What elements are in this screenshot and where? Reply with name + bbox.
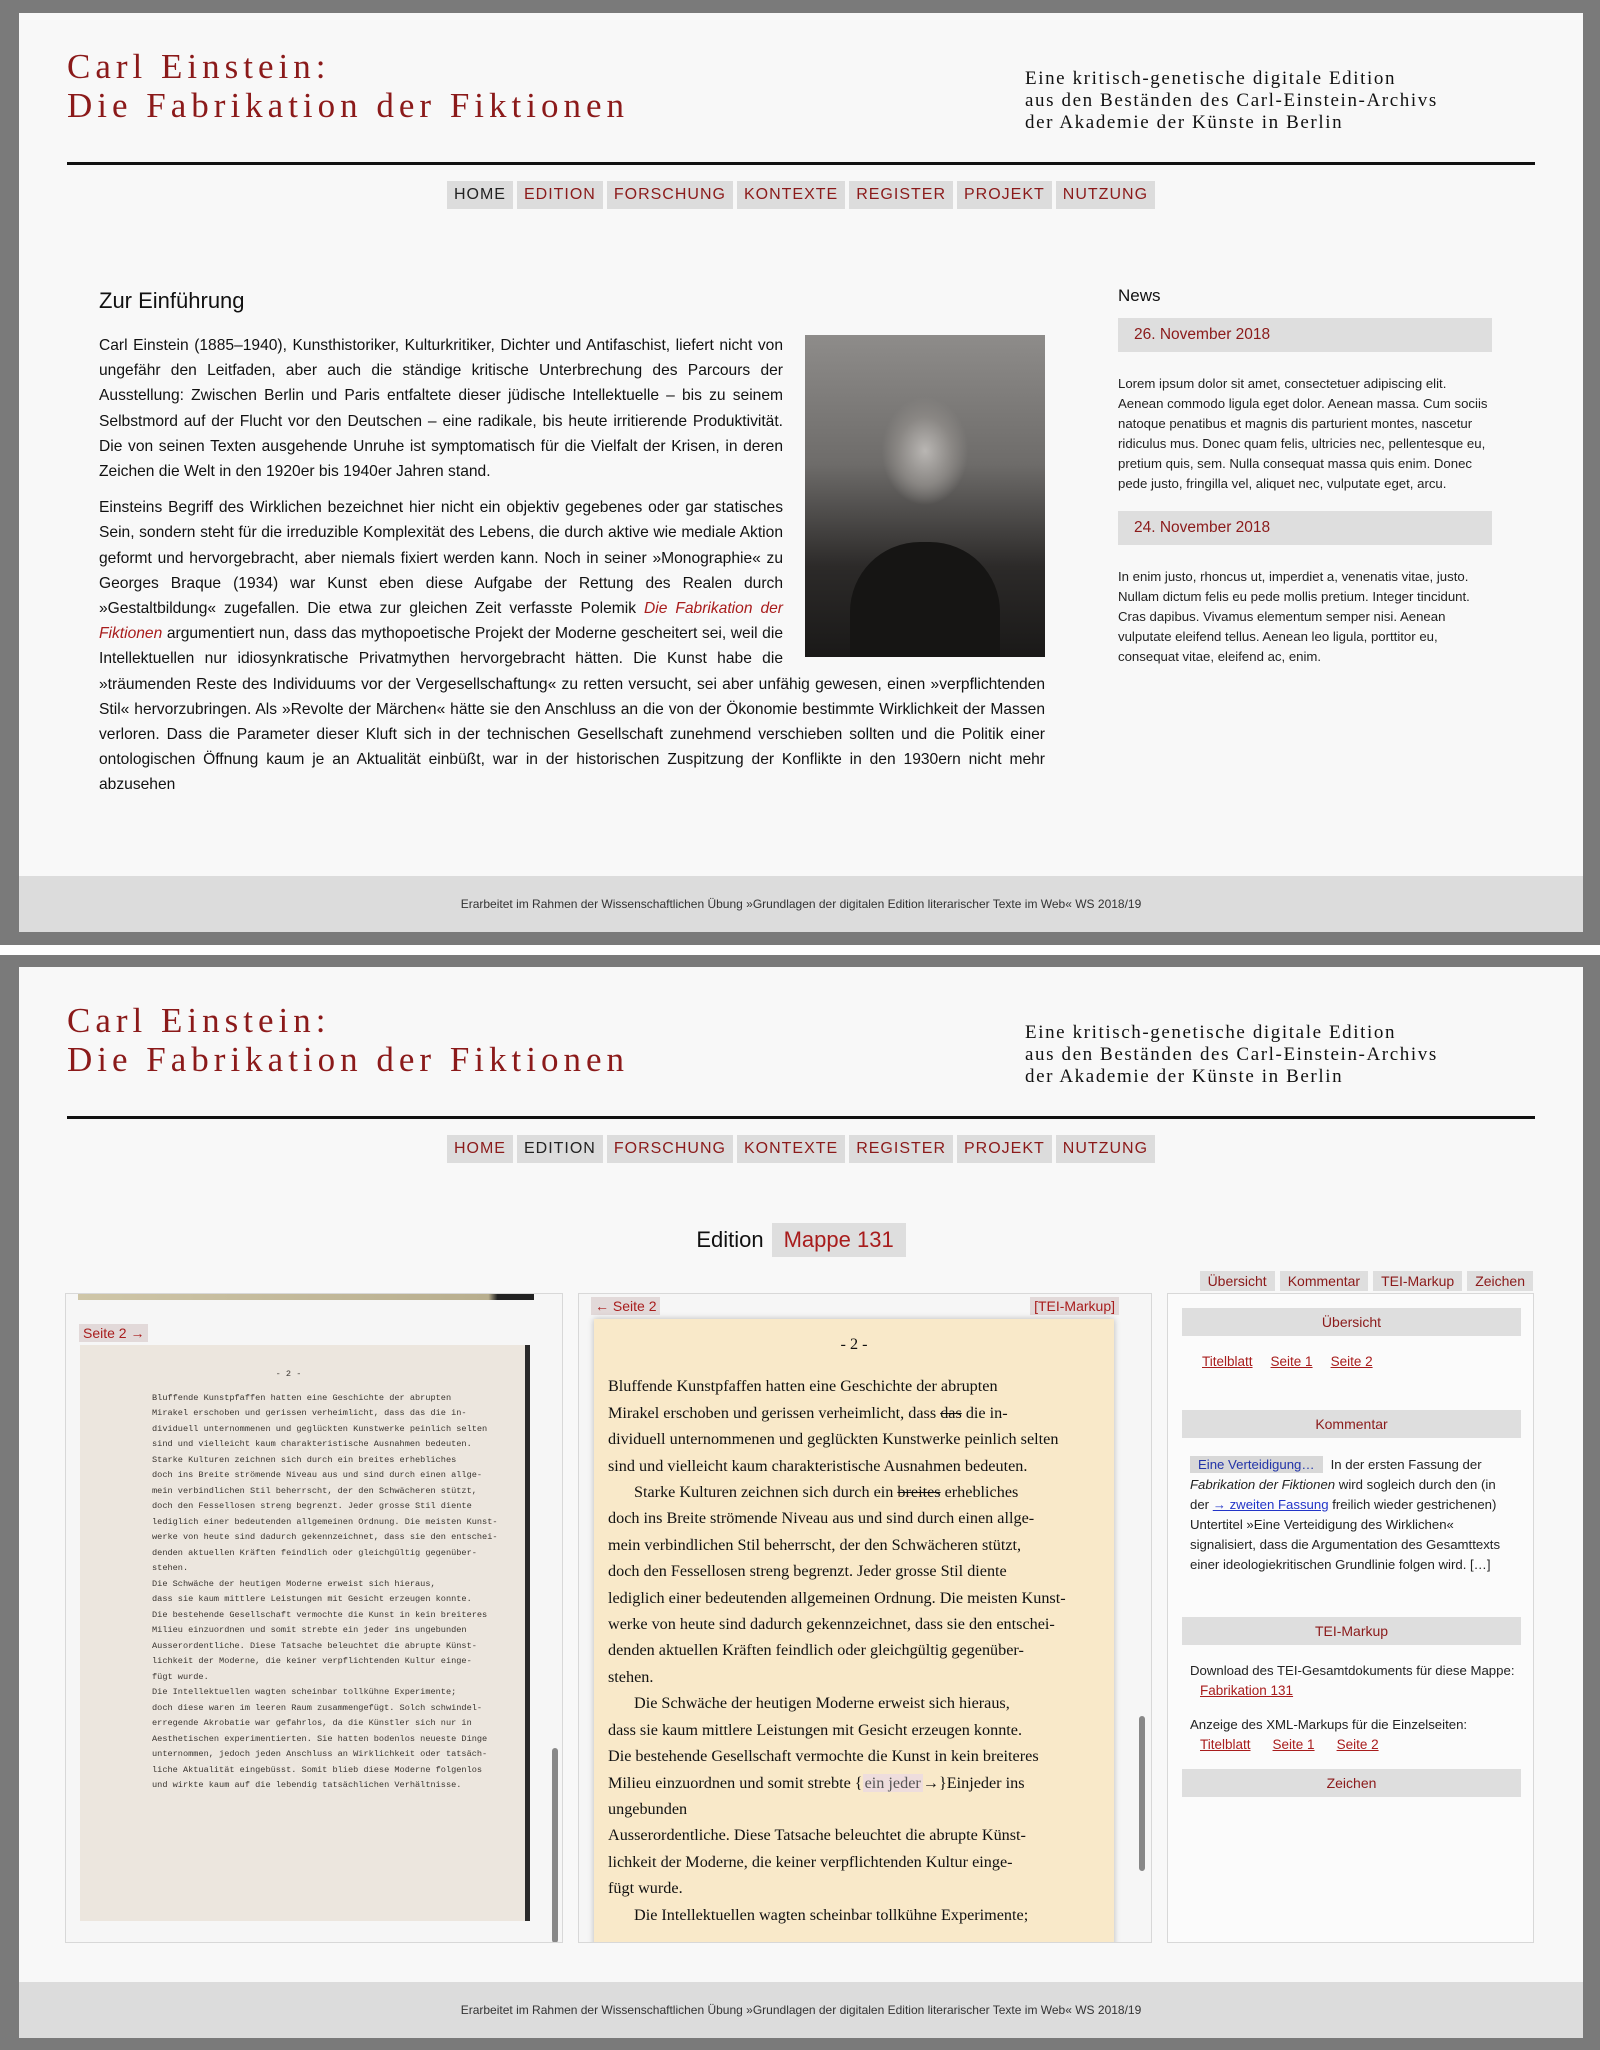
scan-line: Ausserordentliche. Diese Tatsache beleuchtet die abrupte Künst- [152, 1640, 477, 1651]
edition-title [19, 1223, 1583, 1257]
tab-zeichen[interactable]: Zeichen [1467, 1271, 1533, 1291]
facsimile-panel [65, 1293, 563, 1943]
link-seite-2[interactable]: Seite 2 [1330, 1354, 1373, 1369]
tab-tei-markup[interactable]: TEI-Markup [1373, 1271, 1462, 1291]
scan-line: dividuell unternommenen und geglückten Kunstwerke peinlich selten [152, 1423, 488, 1434]
tab-kommentar[interactable]: Kommentar [1280, 1271, 1368, 1291]
scan-line: doch den Fessellosen streng begrenzt. Jeder grosse Stil diente [152, 1501, 472, 1511]
tei-heading: TEI-Markup [1182, 1617, 1521, 1645]
text-tei-markup-link[interactable]: [TEI-Markup] [1030, 1297, 1119, 1315]
tr-line: dividuell unternommenen und geglückten Kunstwerke peinlich selten [608, 1430, 1059, 1449]
news-text-2: In enim justo, rhoncus ut, imperdiet a, venenatis vitae, justo. Nullam dictum felis eu pede mollis pretium. Integer tincidunt. Cras dapibus. Vivamus elementum semper nisi. Aenean vulputate eleifend tellus. Aenean leo ligula, porttitor eu, consequat vitae, eleifend ac, enim. [1118, 569, 1470, 664]
tr-line: Bluffende Kunstpfaffen hatten eine Geschichte der abrupten [608, 1377, 998, 1396]
transcription-scrollbar[interactable] [1139, 1716, 1145, 1871]
carl-einstein-portrait [805, 335, 1045, 657]
tab-uebersicht[interactable]: Übersicht [1200, 1271, 1275, 1291]
site-header [67, 47, 1535, 165]
signs-heading[interactable]: Zeichen [1182, 1769, 1521, 1797]
screenshot-edition [0, 955, 1600, 2050]
screenshot-home [0, 0, 1600, 945]
scan-line: werke von heute sind dadurch gekennzeichnet, dass sie den entschei- [152, 1532, 498, 1542]
nav-register[interactable]: REGISTER [849, 1135, 953, 1163]
tei-section [1168, 1645, 1533, 1755]
site-title-line2: Die Fabrikation der Fiktionen [67, 1040, 630, 1079]
tr-line: werke von heute sind dadurch gekennzeichnet, dass sie den entschei- [608, 1615, 1055, 1634]
edition-page [19, 967, 1583, 2038]
site-subtitle [1025, 1022, 1438, 1088]
previous-scan-edge [78, 1294, 534, 1300]
scan-line: lediglich einer bedeutenden allgemeinen Ordnung. Die meisten Kunst- [152, 1516, 498, 1527]
intro-heading: Zur Einführung [99, 288, 245, 313]
site-title-line2: Die Fabrikation der Fiktionen [67, 86, 630, 125]
tr-line: dass sie kaum mittlere Leistungen mit Gesicht erzeugen konnte. [608, 1720, 1023, 1739]
nav-edition[interactable]: EDITION [517, 1135, 603, 1163]
subtitle-line2: aus den Beständen des Carl-Einstein-Archivs [1025, 90, 1438, 111]
tr-line: Die bestehende Gesellschaft vermochte die Kunst in kein breiteres [608, 1747, 1039, 1766]
comment-text: wird sogleich durch den (in der [1190, 1477, 1496, 1512]
news-sidebar [1118, 286, 1492, 684]
tr-variant[interactable]: ein jeder [864, 1773, 921, 1792]
tr-line: stehen. [608, 1667, 654, 1686]
scan-line: stehen. [152, 1563, 189, 1573]
edition-label: Edition [696, 1227, 764, 1252]
comment-crossref-link[interactable]: → zweiten Fassung [1212, 1497, 1329, 1512]
mappe-badge: Mappe 131 [772, 1223, 906, 1257]
overview-heading: Übersicht [1182, 1308, 1521, 1336]
main-nav [19, 181, 1583, 209]
nav-kontexte[interactable]: KONTEXTE [737, 1135, 845, 1163]
subtitle-line1: Eine kritisch-genetische digitale Edition [1025, 68, 1397, 89]
tei-xml-links [1190, 1735, 1517, 1755]
site-header [67, 1001, 1535, 1119]
scan-line: erregende Akrobatie war gefahrlos, da die Künstler sich nur in [152, 1718, 472, 1728]
link-seite-1[interactable]: Seite 1 [1270, 1354, 1313, 1369]
scan-line: Aesthetischen experimentierten. Sie hatten bodenlos neueste Dinge [152, 1733, 488, 1744]
text-prev-page-link[interactable]: ← Seite 2 [591, 1297, 660, 1315]
subtitle-line2: aus den Beständen des Carl-Einstein-Archivs [1025, 1044, 1438, 1065]
site-title-line1: Carl Einstein: [67, 47, 331, 86]
comment-text: freilich wieder gestrichenen) Untertitel »Eine Verteidigung des Wirklichen« signalisiert, dass die Argumentation des Gesamttexts einer ideologiekritischen Grundlinie folgen wird. […] [1190, 1497, 1501, 1572]
scan-line: unternommen, jedoch jeden Anschluss an Wirklichkeit oder tatsäch- [152, 1749, 488, 1759]
tr-line: doch den Fessellosen streng begrenzt. Jeder grosse Stil diente [608, 1562, 1007, 1581]
scan-line: Die Schwäche der heutigen Moderne erweist sich hieraus, [152, 1578, 436, 1589]
subtitle-line3: der Akademie der Künste in Berlin [1025, 1066, 1344, 1087]
nav-forschung[interactable]: FORSCHUNG [607, 1135, 733, 1163]
nav-nutzung[interactable]: NUTZUNG [1056, 1135, 1155, 1163]
tr-text: erhebliches [940, 1483, 1019, 1502]
nav-register[interactable]: REGISTER [849, 181, 953, 209]
tei-xml-text: Anzeige des XML-Markups für die Einzelseiten: [1190, 1717, 1468, 1732]
main-nav [19, 1135, 1583, 1163]
xml-link-titelblatt[interactable]: Titelblatt [1200, 1737, 1251, 1752]
scan-line: mein verbindlichen Stil beherrscht, der den Schwächeren stützt, [152, 1485, 477, 1496]
news-date-2: 24. November 2018 [1118, 511, 1492, 545]
tr-line: fügt wurde. [608, 1879, 683, 1898]
tr-page-number: - 2 - [840, 1335, 868, 1353]
xml-link-seite-2[interactable]: Seite 2 [1336, 1737, 1379, 1752]
nav-kontexte[interactable]: KONTEXTE [737, 181, 845, 209]
overview-page-links [1168, 1336, 1533, 1396]
tr-text: Starke Kulturen zeichnen sich durch ein [634, 1483, 898, 1502]
site-title-line1: Carl Einstein: [67, 1001, 331, 1040]
tr-text: Milieu einzuordnen und somit strebte { [608, 1773, 863, 1792]
tr-text: →}Einjeder ins [922, 1773, 1025, 1792]
scan-line: liche Aktualität eingebüsst. Somit blieb diese Moderne folgenlos [152, 1764, 483, 1775]
tr-line: doch ins Breite strömende Niveau aus und sind durch einen allge- [608, 1509, 1035, 1528]
xml-link-seite-1[interactable]: Seite 1 [1272, 1737, 1315, 1752]
intro-p2-part1: Einsteins Begriff des Wirklichen bezeichnet hier nicht ein objektiv gegebenes oder gar statisches Sein, sondern steht für die irreduzible Komplexität des Lebens, die durch aktive wie mediale Aktion geformt und hervorgebracht, aber niemals fixiert werden kann. Noch in seiner »Monographie« zu Georges Braque (1934) war Kunst eben diese Aufgabe der Rettung des Realen durch »Gestaltbildung« zugefallen. Die etwa zur gleichen Zeit verfasste Polemik [99, 499, 783, 618]
scan-line: lichkeit der Moderne, die keiner verpflichtenden Kultur einge- [152, 1656, 472, 1666]
comment-entry [1168, 1438, 1533, 1603]
tei-download-text: Download des TEI-Gesamtdokuments für diese Mappe: [1190, 1663, 1515, 1678]
tr-line: denden aktuellen Kräften feindlich oder gleichgültig gegenüber- [608, 1641, 1024, 1660]
scan-line: fügt wurde. [152, 1671, 209, 1682]
scan-line: Die bestehende Gesellschaft vermochte die Kunst in kein breiteres [152, 1609, 488, 1620]
tr-line [608, 1770, 1100, 1796]
link-titelblatt[interactable]: Titelblatt [1202, 1354, 1253, 1369]
comment-lemma-button[interactable]: Eine Verteidigung… [1190, 1456, 1323, 1473]
facsimile-scan [80, 1345, 530, 1921]
site-subtitle [1025, 68, 1438, 134]
tr-line: sind und vielleicht kaum charakteristische Ausnahmen bedeuten. [608, 1456, 1028, 1475]
scan-line: Mirakel erschoben und gerissen verheimlicht, dass das die in- [152, 1408, 467, 1418]
subtitle-line3: der Akademie der Künste in Berlin [1025, 112, 1344, 133]
scan-line: doch ins Breite strömende Niveau aus und sind durch einen allge- [152, 1470, 483, 1480]
link-tei-file[interactable]: Fabrikation 131 [1200, 1683, 1294, 1698]
nav-forschung[interactable]: FORSCHUNG [607, 181, 733, 209]
tr-deletion: breites [897, 1483, 941, 1502]
tr-line: Die Intellektuellen wagten scheinbar tollkühne Experimente; [634, 1905, 1029, 1924]
tr-line: Die Schwäche der heutigen Moderne erweist sich hieraus, [634, 1694, 1010, 1713]
tr-line: ungebunden [608, 1799, 688, 1818]
scan-line: dass sie kaum mittlere Leistungen mit Gesicht erzeugen konnte. [152, 1594, 472, 1604]
scan-line: denden aktuellen Kräften feindlich oder gleichgültig gegenüber- [152, 1547, 477, 1558]
comment-heading: Kommentar [1182, 1410, 1521, 1438]
scan-line: Milieu einzuordnen und somit strebte ein jeder ins ungebunden [152, 1625, 467, 1635]
intro-paragraph-1: Carl Einstein (1885–1940), Kunsthistoriker, Kulturkritiker, Dichter und Antifaschist, liefert nicht von ungefähr den Leitfaden, aber auch die ständige kritische Unterbrechung des Parcours der Ausstellung: Zwischen Berlin und Paris entfaltete dieser jüdische Intellektuelle – bis zu seinem Selbstmord auf der Flucht vor den Deutschen – eine radikale, bis heute irritierende Produktivität. Die von seinen Texten ausgehende Unruhe ist symptomatisch für die Vielfalt der Krisen, in deren Zeichen die Welt in den 1920er bis 1940er Jahren stand. [99, 337, 783, 481]
tr-deletion: das [940, 1403, 962, 1422]
tr-text: Mirakel erschoben und gerissen verheimlicht, dass [608, 1403, 941, 1422]
nav-nutzung[interactable]: NUTZUNG [1056, 181, 1155, 209]
nav-projekt[interactable]: PROJEKT [957, 1135, 1052, 1163]
site-footer: Erarbeitet im Rahmen der Wissenschaftlichen Übung »Grundlagen der digitalen Edition literarischer Texte im Web« WS 2018/19 [19, 876, 1583, 932]
subtitle-line1: Eine kritisch-genetische digitale Edition [1025, 1022, 1397, 1043]
scan-scrollbar[interactable] [552, 1748, 558, 1943]
scan-line: - 2 - [275, 1369, 302, 1379]
tr-line [608, 1400, 1100, 1426]
tr-line [608, 1479, 1100, 1505]
news-text-1: Lorem ipsum dolor sit amet, consectetuer adipiscing elit. Aenean commodo ligula eget dolor. Aenean massa. Cum sociis natoque penatibus et magnis dis parturient montes, nascetur ridiculus mus. Donec quam felis, ultricies nec, pellentesque eu, pretium quis, sem. Nulla consequat massa quis enim. Donec pede justo, fringilla vel, aliquet nec, vulputate eget, arcu. [1118, 376, 1488, 491]
nav-edition[interactable]: EDITION [517, 181, 603, 209]
tr-line: lediglich einer bedeutenden allgemeinen Ordnung. Die meisten Kunst- [608, 1588, 1066, 1607]
scan-line: doch diese waren im leeren Raum zusammengefügt. Solch schwindel- [152, 1702, 483, 1713]
tr-text: die in- [961, 1403, 1008, 1422]
nav-projekt[interactable]: PROJEKT [957, 181, 1052, 209]
site-footer: Erarbeitet im Rahmen der Wissenschaftlichen Übung »Grundlagen der digitalen Edition literarischer Texte im Web« WS 2018/19 [19, 1982, 1583, 2038]
nav-home[interactable]: HOME [447, 1135, 513, 1163]
intro-p2-part2: argumentiert nun, dass das mythopoetische Projekt der Moderne gescheitert sei, weil die Intellektuellen nur idiosynkratische Privatmythen hervorgebracht hätten. Die Kunst habe die »träumenden Reste des Individuums vor der Vergesellschaftung« zu retten versucht, sei aber unfähig gewesen, einen »verpflichtenden Stil« hervorzubringen. Als »Revolte der Märchen« hätte sie den Anschluss an die von der Ökonomie bestimmte Wirklichkeit der Massen verloren. Dass die Parameter dieser Kluft sich in der technischen Gesellschaft zunehmend verschieben sollten und die Politik einer ontologischen Öffnung kaum je an Aktualität einbüßt, war in der historischen Zuspitzung der Konflikte in den 1930ern nicht mehr abzusehen [99, 625, 1045, 794]
transcription-panel [578, 1293, 1152, 1943]
site-title[interactable] [67, 1001, 629, 1079]
transcription-page [594, 1319, 1114, 1943]
scan-line: Bluffende Kunstpfaffen hatten eine Geschichte der abrupten [152, 1392, 452, 1403]
tr-line: lichkeit der Moderne, die keiner verpflichtenden Kultur einge- [608, 1852, 1013, 1871]
work-title-link[interactable]: Die Fabrikation der Fiktionen [99, 600, 783, 643]
scan-line: sind und vielleicht kaum charakteristische Ausnahmen bedeuten. [152, 1439, 472, 1449]
tr-line: mein verbindlichen Stil beherrscht, der den Schwächeren stützt, [608, 1535, 1022, 1554]
scan-line: Starke Kulturen zeichnen sich durch ein breites erhebliches [152, 1454, 457, 1465]
comment-work-title: Fabrikation der Fiktionen [1190, 1477, 1336, 1492]
intro-section [99, 288, 1045, 809]
tr-line: Ausserordentliche. Diese Tatsache beleuchtet die abrupte Künst- [608, 1826, 1026, 1845]
news-heading: News [1118, 286, 1161, 305]
info-panel [1167, 1293, 1534, 1943]
nav-home[interactable]: HOME [447, 181, 513, 209]
scan-next-page-link[interactable]: Seite 2 → [79, 1324, 148, 1342]
site-title[interactable] [67, 47, 629, 125]
news-date-1: 26. November 2018 [1118, 318, 1492, 352]
panel-tabs [1200, 1271, 1533, 1291]
home-page [19, 13, 1583, 932]
scan-line: und wirkte kaum auf die lebendig tatsächlichen Verhältnisse. [152, 1780, 462, 1790]
scan-line: Die Intellektuellen wagten scheinbar tollkühne Experimente; [152, 1687, 457, 1697]
tei-file-links [1190, 1681, 1517, 1701]
comment-text: In der ersten Fassung der [1330, 1457, 1482, 1472]
